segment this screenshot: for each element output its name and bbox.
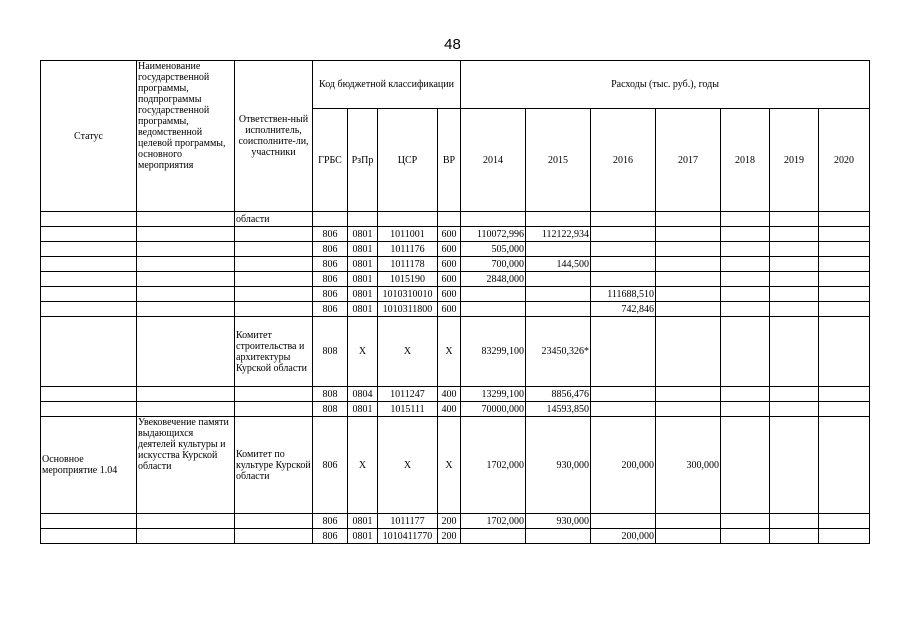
cell-responsible: [235, 272, 313, 287]
cell-vr: X: [438, 417, 461, 514]
cell-csr: 1011177: [378, 514, 438, 529]
cell-year-value: [721, 287, 770, 302]
cell-rzpr: 0801: [348, 257, 378, 272]
cell-year-value: [770, 287, 819, 302]
cell-status: [41, 257, 137, 272]
cell-responsible: [235, 402, 313, 417]
cell-name: [137, 272, 235, 287]
cell-year-value: [770, 317, 819, 387]
cell-year-value: [591, 212, 656, 227]
page-number: 48: [444, 36, 461, 53]
cell-responsible: [235, 227, 313, 242]
cell-year-value: [721, 302, 770, 317]
cell-year-value: 505,000: [461, 242, 526, 257]
cell-vr: X: [438, 317, 461, 387]
cell-year-value: [656, 242, 721, 257]
cell-year-value: [770, 242, 819, 257]
cell-year-value: [770, 272, 819, 287]
cell-responsible: [235, 529, 313, 544]
cell-vr: [438, 212, 461, 227]
cell-year-value: [819, 287, 870, 302]
cell-vr: 600: [438, 272, 461, 287]
cell-rzpr: 0804: [348, 387, 378, 402]
cell-name: [137, 387, 235, 402]
header-rzpr: РзПр: [348, 109, 378, 212]
cell-responsible: [235, 287, 313, 302]
cell-grbs: 806: [313, 287, 348, 302]
cell-responsible: [235, 242, 313, 257]
cell-year-value: 930,000: [526, 514, 591, 529]
cell-year-value: [770, 212, 819, 227]
cell-rzpr: 0801: [348, 242, 378, 257]
cell-status: [41, 227, 137, 242]
cell-csr: X: [378, 417, 438, 514]
cell-year-value: [656, 402, 721, 417]
cell-csr: 1010310010: [378, 287, 438, 302]
cell-year-value: [770, 514, 819, 529]
cell-year-value: [656, 272, 721, 287]
cell-year-value: 8856,476: [526, 387, 591, 402]
cell-year-value: 200,000: [591, 529, 656, 544]
table-row: [41, 227, 870, 242]
cell-status: [41, 402, 137, 417]
cell-status: [41, 514, 137, 529]
cell-year-value: [819, 402, 870, 417]
cell-year-value: 1702,000: [461, 417, 526, 514]
cell-grbs: 806: [313, 514, 348, 529]
cell-year-value: [461, 287, 526, 302]
cell-year-value: 111688,510: [591, 287, 656, 302]
cell-year-value: 700,000: [461, 257, 526, 272]
cell-vr: 600: [438, 227, 461, 242]
cell-year-value: [770, 529, 819, 544]
cell-year-value: 14593,850: [526, 402, 591, 417]
cell-csr: 1015190: [378, 272, 438, 287]
cell-csr: [378, 212, 438, 227]
cell-vr: 600: [438, 242, 461, 257]
cell-rzpr: 0801: [348, 287, 378, 302]
cell-vr: 600: [438, 287, 461, 302]
table-row: [41, 302, 870, 317]
header-expenses: Расходы (тыс. руб.), годы: [461, 61, 870, 109]
cell-year-value: [656, 387, 721, 402]
cell-name: [137, 317, 235, 387]
cell-year-value: [656, 227, 721, 242]
cell-vr: 600: [438, 302, 461, 317]
cell-csr: X: [378, 317, 438, 387]
cell-grbs: 806: [313, 227, 348, 242]
cell-year-value: [819, 227, 870, 242]
cell-grbs: 806: [313, 417, 348, 514]
cell-rzpr: X: [348, 317, 378, 387]
cell-csr: 1011001: [378, 227, 438, 242]
cell-year-value: [721, 212, 770, 227]
cell-year-value: [656, 514, 721, 529]
cell-year-value: [526, 287, 591, 302]
cell-year-value: [721, 387, 770, 402]
cell-year-value: 83299,100: [461, 317, 526, 387]
cell-year-value: [656, 257, 721, 272]
table-body: [41, 212, 870, 544]
table-row: [41, 272, 870, 287]
cell-status: [41, 387, 137, 402]
cell-year-value: [656, 529, 721, 544]
cell-year-value: [461, 212, 526, 227]
cell-year-value: [591, 402, 656, 417]
cell-year-value: [591, 272, 656, 287]
cell-year-value: [819, 417, 870, 514]
cell-year-value: 144,500: [526, 257, 591, 272]
cell-status: [41, 529, 137, 544]
cell-year-value: [819, 257, 870, 272]
cell-year-value: [591, 514, 656, 529]
cell-responsible: [235, 302, 313, 317]
cell-year-value: [526, 529, 591, 544]
cell-vr: 400: [438, 387, 461, 402]
cell-responsible: [235, 387, 313, 402]
cell-csr: 1010411770: [378, 529, 438, 544]
table-row: [41, 402, 870, 417]
cell-grbs: 806: [313, 257, 348, 272]
cell-rzpr: 0801: [348, 529, 378, 544]
cell-vr: 200: [438, 514, 461, 529]
table-row: [41, 317, 870, 387]
cell-year-value: [721, 227, 770, 242]
table-row: [41, 529, 870, 544]
cell-responsible: области: [235, 212, 313, 227]
table-row: [41, 212, 870, 227]
cell-status: [41, 212, 137, 227]
header-year: 2017: [656, 109, 721, 212]
header-year: 2020: [819, 109, 870, 212]
cell-year-value: [721, 402, 770, 417]
cell-csr: 1015111: [378, 402, 438, 417]
cell-year-value: [819, 317, 870, 387]
cell-year-value: 23450,326*: [526, 317, 591, 387]
cell-status: [41, 272, 137, 287]
cell-year-value: [819, 242, 870, 257]
cell-year-value: 70000,000: [461, 402, 526, 417]
header-status: Статус: [41, 61, 137, 212]
cell-year-value: [591, 227, 656, 242]
header-year: 2014: [461, 109, 526, 212]
cell-responsible: Комитет по культуре Курской области: [235, 417, 313, 514]
cell-rzpr: 0801: [348, 272, 378, 287]
cell-year-value: [819, 387, 870, 402]
cell-vr: 400: [438, 402, 461, 417]
cell-year-value: 200,000: [591, 417, 656, 514]
cell-name: [137, 242, 235, 257]
cell-year-value: [770, 257, 819, 272]
cell-grbs: 806: [313, 302, 348, 317]
table-row: [41, 514, 870, 529]
cell-year-value: [721, 242, 770, 257]
cell-year-value: [591, 257, 656, 272]
header-year: 2015: [526, 109, 591, 212]
cell-rzpr: X: [348, 417, 378, 514]
cell-grbs: 808: [313, 317, 348, 387]
cell-status: Основное мероприятие 1.04: [41, 417, 137, 514]
cell-year-value: [770, 402, 819, 417]
cell-year-value: 742,846: [591, 302, 656, 317]
cell-name: [137, 302, 235, 317]
cell-status: [41, 242, 137, 257]
cell-year-value: [819, 529, 870, 544]
cell-year-value: [770, 302, 819, 317]
cell-year-value: [461, 302, 526, 317]
table-row: [41, 287, 870, 302]
header-name: Наименование государственной программы, подпрограммы государственной программы, ведомственной целевой программы, основного мероприятия: [137, 61, 235, 212]
cell-year-value: [656, 302, 721, 317]
cell-year-value: [656, 212, 721, 227]
cell-name: [137, 529, 235, 544]
cell-year-value: [819, 302, 870, 317]
cell-responsible: Комитет строительства и архитектуры Курской области: [235, 317, 313, 387]
cell-rzpr: 0801: [348, 514, 378, 529]
cell-name: [137, 514, 235, 529]
header-year: 2018: [721, 109, 770, 212]
table-row: [41, 257, 870, 272]
cell-vr: 600: [438, 257, 461, 272]
cell-rzpr: 0801: [348, 302, 378, 317]
cell-year-value: [656, 287, 721, 302]
cell-status: [41, 317, 137, 387]
cell-csr: 1010311800: [378, 302, 438, 317]
cell-year-value: [591, 242, 656, 257]
cell-year-value: [819, 212, 870, 227]
cell-year-value: [526, 272, 591, 287]
cell-csr: 1011247: [378, 387, 438, 402]
header-year: 2016: [591, 109, 656, 212]
cell-year-value: [721, 417, 770, 514]
cell-grbs: 808: [313, 387, 348, 402]
cell-name: [137, 212, 235, 227]
header-vr: ВР: [438, 109, 461, 212]
header-responsible: Ответствен-ный исполнитель, соисполните-ли, участники: [235, 61, 313, 212]
table-row: [41, 387, 870, 402]
cell-year-value: [526, 242, 591, 257]
header-budget-code: Код бюджетной классификации: [313, 61, 461, 109]
cell-year-value: [819, 272, 870, 287]
cell-vr: 200: [438, 529, 461, 544]
cell-year-value: [721, 257, 770, 272]
cell-csr: 1011176: [378, 242, 438, 257]
budget-table: [40, 60, 870, 544]
cell-year-value: [770, 387, 819, 402]
header-csr: ЦСР: [378, 109, 438, 212]
header-year: 2019: [770, 109, 819, 212]
cell-name: [137, 287, 235, 302]
cell-year-value: 112122,934: [526, 227, 591, 242]
cell-grbs: [313, 212, 348, 227]
cell-grbs: 806: [313, 272, 348, 287]
cell-year-value: [526, 212, 591, 227]
cell-responsible: [235, 257, 313, 272]
cell-status: [41, 302, 137, 317]
table-row: [41, 417, 870, 514]
cell-name: [137, 257, 235, 272]
cell-year-value: 300,000: [656, 417, 721, 514]
cell-year-value: [591, 387, 656, 402]
cell-year-value: [461, 529, 526, 544]
cell-year-value: [770, 417, 819, 514]
cell-name: [137, 402, 235, 417]
cell-name: Увековечение памяти выдающихся деятелей культуры и искусства Курской области: [137, 417, 235, 514]
cell-year-value: [819, 514, 870, 529]
cell-grbs: 808: [313, 402, 348, 417]
cell-year-value: 930,000: [526, 417, 591, 514]
cell-year-value: [721, 529, 770, 544]
table-row: [41, 242, 870, 257]
cell-status: [41, 287, 137, 302]
cell-csr: 1011178: [378, 257, 438, 272]
cell-year-value: 13299,100: [461, 387, 526, 402]
cell-grbs: 806: [313, 529, 348, 544]
cell-year-value: 110072,996: [461, 227, 526, 242]
cell-year-value: [721, 514, 770, 529]
header-grbs: ГРБС: [313, 109, 348, 212]
cell-year-value: [656, 317, 721, 387]
cell-year-value: [591, 317, 656, 387]
cell-rzpr: 0801: [348, 402, 378, 417]
cell-rzpr: [348, 212, 378, 227]
cell-year-value: 2848,000: [461, 272, 526, 287]
cell-rzpr: 0801: [348, 227, 378, 242]
cell-year-value: [770, 227, 819, 242]
cell-grbs: 806: [313, 242, 348, 257]
cell-year-value: [526, 302, 591, 317]
cell-year-value: [721, 272, 770, 287]
cell-year-value: 1702,000: [461, 514, 526, 529]
cell-year-value: [721, 317, 770, 387]
cell-responsible: [235, 514, 313, 529]
cell-name: [137, 227, 235, 242]
